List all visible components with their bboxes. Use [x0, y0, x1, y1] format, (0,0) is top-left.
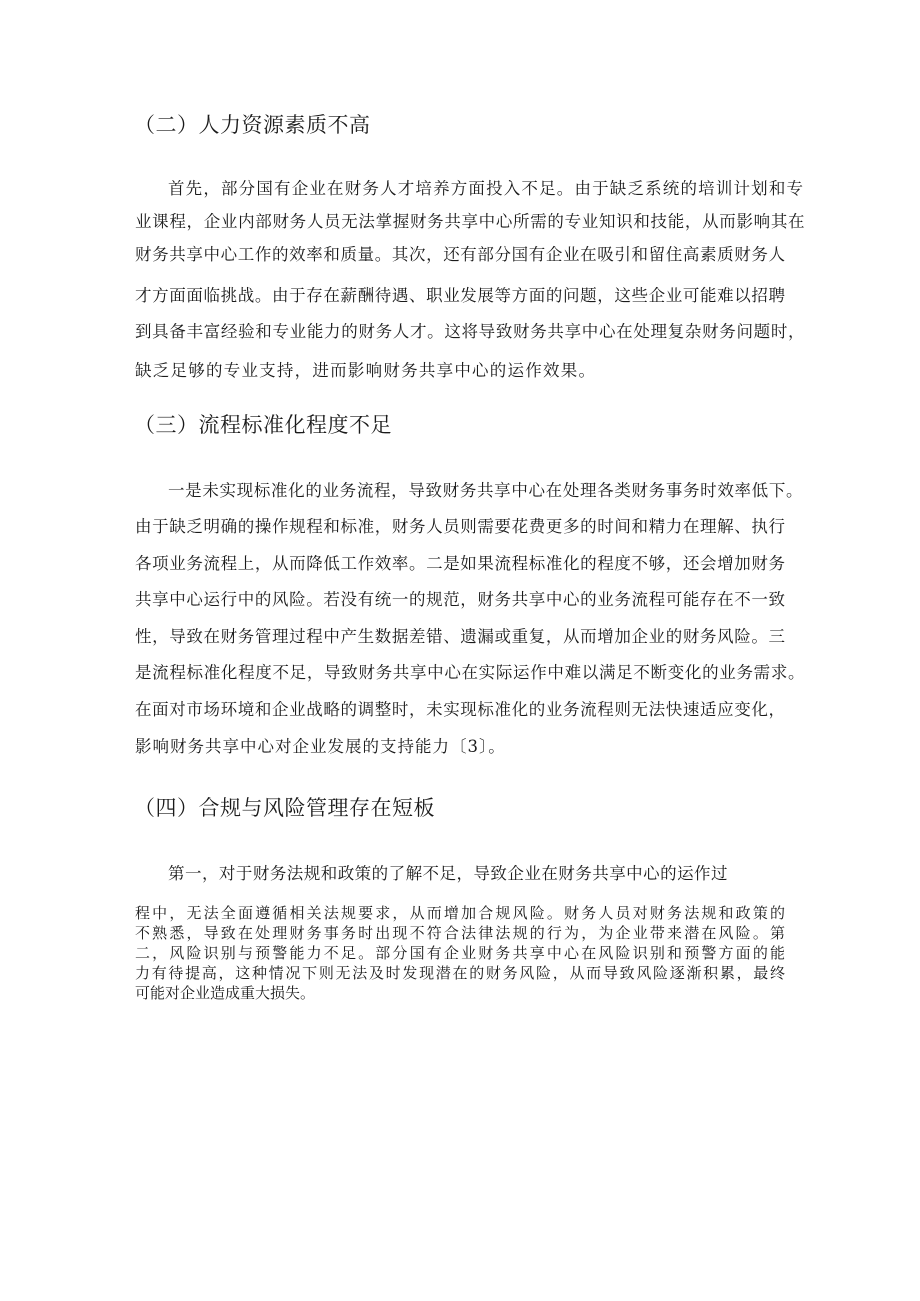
paragraph-line: 业课程，企业内部财务人员无法掌握财务共享中心所需的专业知识和技能，从而影响其在	[135, 212, 806, 231]
paragraph-line: 才方面面临挑战。由于存在薪酬待遇、职业发展等方面的问题，这些企业可能难以招聘	[135, 286, 786, 305]
paragraph-line: 是流程标准化程度不足，导致财务共享中心在实际运作中难以满足不断变化的业务需求。	[135, 663, 806, 682]
paragraph-line: 财务共享中心工作的效率和质量。其次，还有部分国有企业在吸引和留住高素质财务人	[135, 245, 786, 264]
paragraph-line: 共享中心运行中的风险。若没有统一的规范，财务共享中心的业务流程可能存在不一致	[135, 590, 786, 609]
paragraph-line: 在面对市场环境和企业战略的调整时，未实现标准化的业务流程则无法快速适应变化，	[135, 700, 786, 719]
paragraph-line: 二，风险识别与预警能力不足。部分国有企业财务共享中心在风险识别和预警方面的能	[135, 944, 788, 962]
paragraph-line: 性，导致在财务管理过程中产生数据差错、遗漏或重复，从而增加企业的财务风险。三	[135, 627, 786, 646]
paragraph-line: 各项业务流程上，从而降低工作效率。二是如果流程标准化的程度不够，还会增加财务	[135, 554, 786, 573]
paragraph-line: 程中，无法全面遵循相关法规要求，从而增加合规风险。财务人员对财务法规和政策的	[135, 904, 788, 922]
paragraph-line: 力有待提高，这种情况下则无法及时发现潜在的财务风险，从而导致风险逐渐积累，最终	[135, 964, 787, 982]
paragraph-line: 可能对企业造成重大损失。	[135, 984, 316, 1002]
paragraph-line: 第一，对于财务法规和政策的了解不足，导致企业在财务共享中心的运作过	[168, 864, 728, 883]
paragraph-line: 一是未实现标准化的业务流程，导致财务共享中心在处理各类财务事务时效率低下。	[168, 481, 804, 500]
paragraph-line: 首先，部分国有企业在财务人才培养方面投入不足。由于缺乏系统的培训计划和专	[168, 179, 805, 198]
section-heading-3: （三）流程标准化程度不足	[134, 413, 392, 437]
section-heading-2: （二）人力资源素质不高	[134, 113, 371, 137]
paragraph-line: 由于缺乏明确的操作规程和标准，财务人员则需要花费更多的时间和精力在理解、执行	[135, 517, 786, 536]
paragraph-line: 影响财务共享中心对企业发展的支持能力〔3〕。	[135, 737, 506, 756]
paragraph-line: 到具备丰富经验和专业能力的财务人才。这将导致财务共享中心在处理复杂财务问题时，	[135, 322, 806, 341]
paragraph-line: 不熟悉，导致在处理财务事务时出现不符合法律法规的行为，为企业带来潜在风险。第	[135, 924, 788, 942]
section-heading-4: （四）合规与风险管理存在短板	[134, 796, 435, 820]
paragraph-line: 缺乏足够的专业支持，进而影响财务共享中心的运作效果。	[135, 361, 597, 380]
